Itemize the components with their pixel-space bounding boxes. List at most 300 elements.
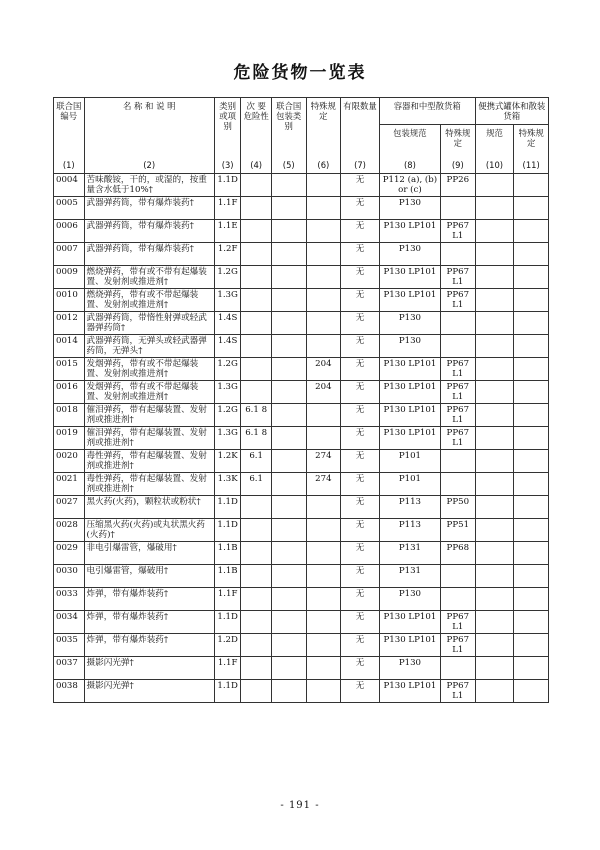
tank-instruction-cell bbox=[475, 657, 514, 680]
class-cell: 1.1D bbox=[214, 680, 240, 703]
tank-provision-cell bbox=[514, 381, 549, 404]
name-cell: 武器弹药筒，带有爆炸装药† bbox=[84, 243, 214, 266]
subsidiary-cell bbox=[241, 657, 272, 680]
name-cell: 燃烧弹药，带有或不带起爆装置、发射剂或推进剂† bbox=[84, 289, 214, 312]
packing-provision-cell: PP67 L1 bbox=[440, 381, 475, 404]
packing-provision-cell bbox=[440, 657, 475, 680]
special-provision-cell bbox=[306, 174, 341, 197]
packing-instruction-cell: P130 bbox=[379, 657, 440, 680]
column-number: (3) bbox=[214, 157, 240, 174]
name-cell: 催泪弹药，带有起爆装置、发射剂或推进剂† bbox=[84, 404, 214, 427]
column-number: (9) bbox=[440, 157, 475, 174]
table-row bbox=[54, 588, 549, 611]
class-cell: 1.2G bbox=[214, 266, 240, 289]
packing-instruction-cell: P101 bbox=[379, 450, 440, 473]
un-number-cell: 0033 bbox=[54, 588, 85, 611]
packing-provision-cell bbox=[440, 473, 475, 496]
tank-instruction-cell bbox=[475, 450, 514, 473]
packing-group-cell bbox=[271, 266, 306, 289]
class-cell: 1.1F bbox=[214, 657, 240, 680]
tank-provision-cell bbox=[514, 542, 549, 565]
class-cell: 1.1F bbox=[214, 197, 240, 220]
special-provision-cell bbox=[306, 496, 341, 519]
name-cell: 非电引爆雷管，爆破用† bbox=[84, 542, 214, 565]
table-row bbox=[54, 657, 549, 680]
tank-provision-cell bbox=[514, 680, 549, 703]
class-cell: 1.1B bbox=[214, 542, 240, 565]
name-cell: 毒性弹药，带有起爆装置、发射剂或推进剂† bbox=[84, 473, 214, 496]
limited-quantity-cell: 无 bbox=[341, 473, 380, 496]
subsidiary-cell bbox=[241, 519, 272, 542]
limited-quantity-cell: 无 bbox=[341, 404, 380, 427]
tank-instruction-cell bbox=[475, 289, 514, 312]
packing-provision-cell: PP51 bbox=[440, 519, 475, 542]
dangerous-goods-table bbox=[53, 97, 549, 703]
table-row bbox=[54, 174, 549, 197]
packing-provision-cell: PP67 L1 bbox=[440, 220, 475, 243]
packing-group-cell bbox=[271, 358, 306, 381]
subsidiary-cell bbox=[241, 197, 272, 220]
un-number-cell: 0010 bbox=[54, 289, 85, 312]
packing-instruction-cell: P131 bbox=[379, 542, 440, 565]
packing-provision-cell bbox=[440, 243, 475, 266]
special-provision-cell: 204 bbox=[306, 381, 341, 404]
special-provision-cell bbox=[306, 542, 341, 565]
column-number: (7) bbox=[341, 157, 380, 174]
un-number-cell: 0009 bbox=[54, 266, 85, 289]
packing-provision-cell: PP26 bbox=[440, 174, 475, 197]
header-subsidiary: 次 要危险性 bbox=[241, 98, 272, 158]
header-pack-prov: 特殊规定 bbox=[440, 125, 475, 158]
subsidiary-cell bbox=[241, 174, 272, 197]
header-special: 特殊规定 bbox=[306, 98, 341, 158]
table-row bbox=[54, 312, 549, 335]
name-cell: 摄影闪光弹† bbox=[84, 680, 214, 703]
limited-quantity-cell: 无 bbox=[341, 289, 380, 312]
un-number-cell: 0020 bbox=[54, 450, 85, 473]
name-cell: 炸弹，带有爆炸装药† bbox=[84, 611, 214, 634]
tank-provision-cell bbox=[514, 404, 549, 427]
un-number-cell: 0021 bbox=[54, 473, 85, 496]
tank-instruction-cell bbox=[475, 220, 514, 243]
limited-quantity-cell: 无 bbox=[341, 565, 380, 588]
class-cell: 1.4S bbox=[214, 312, 240, 335]
tank-instruction-cell bbox=[475, 473, 514, 496]
packing-provision-cell: PP67 L1 bbox=[440, 358, 475, 381]
name-cell: 黑火药(火药)，颗粒状或粉状† bbox=[84, 496, 214, 519]
name-cell: 催泪弹药，带有起爆装置、发射剂或推进剂† bbox=[84, 427, 214, 450]
tank-instruction-cell bbox=[475, 565, 514, 588]
column-number: (8) bbox=[379, 157, 440, 174]
packing-group-cell bbox=[271, 657, 306, 680]
column-number: (10) bbox=[475, 157, 514, 174]
packing-instruction-cell: P130 LP101 bbox=[379, 611, 440, 634]
table-row bbox=[54, 565, 549, 588]
un-number-cell: 0004 bbox=[54, 174, 85, 197]
special-provision-cell bbox=[306, 565, 341, 588]
header-limited: 有限数量 bbox=[341, 98, 380, 158]
limited-quantity-cell: 无 bbox=[341, 634, 380, 657]
class-cell: 1.2K bbox=[214, 450, 240, 473]
special-provision-cell bbox=[306, 680, 341, 703]
packing-instruction-cell: P130 LP101 bbox=[379, 289, 440, 312]
subsidiary-cell bbox=[241, 358, 272, 381]
packing-provision-cell bbox=[440, 335, 475, 358]
class-cell: 1.3G bbox=[214, 381, 240, 404]
special-provision-cell bbox=[306, 243, 341, 266]
packing-provision-cell: PP67 L1 bbox=[440, 611, 475, 634]
table-row bbox=[54, 220, 549, 243]
header-packing-group: 联合国包装类别 bbox=[271, 98, 306, 158]
subsidiary-cell: 6.1 8 bbox=[241, 427, 272, 450]
name-cell: 苦味酸铵，干的，或湿的，按重量含水低于10%† bbox=[84, 174, 214, 197]
name-cell: 炸弹，带有爆炸装药† bbox=[84, 634, 214, 657]
name-cell: 发烟弹药，带有或不带起爆装置、发射剂或推进剂† bbox=[84, 358, 214, 381]
tank-instruction-cell bbox=[475, 519, 514, 542]
packing-instruction-cell: P130 LP101 bbox=[379, 634, 440, 657]
class-cell: 1.1E bbox=[214, 220, 240, 243]
subsidiary-cell bbox=[241, 266, 272, 289]
limited-quantity-cell: 无 bbox=[341, 657, 380, 680]
table-row bbox=[54, 519, 549, 542]
un-number-cell: 0030 bbox=[54, 565, 85, 588]
un-number-cell: 0028 bbox=[54, 519, 85, 542]
packing-instruction-cell: P130 LP101 bbox=[379, 404, 440, 427]
name-cell: 武器弹药筒，带有爆炸装药† bbox=[84, 197, 214, 220]
packing-group-cell bbox=[271, 542, 306, 565]
packing-provision-cell: PP67 L1 bbox=[440, 266, 475, 289]
packing-group-cell bbox=[271, 335, 306, 358]
limited-quantity-cell: 无 bbox=[341, 197, 380, 220]
tank-provision-cell bbox=[514, 266, 549, 289]
name-cell: 压缩黑火药(火药)或丸状黑火药(火药)† bbox=[84, 519, 214, 542]
tank-instruction-cell bbox=[475, 243, 514, 266]
packing-instruction-cell: P112 (a), (b) or (c) bbox=[379, 174, 440, 197]
packing-provision-cell bbox=[440, 197, 475, 220]
packing-provision-cell bbox=[440, 312, 475, 335]
limited-quantity-cell: 无 bbox=[341, 496, 380, 519]
table-row bbox=[54, 266, 549, 289]
packing-instruction-cell: P130 LP101 bbox=[379, 358, 440, 381]
tank-instruction-cell bbox=[475, 542, 514, 565]
header-pack-inst: 包装规范 bbox=[379, 125, 440, 158]
limited-quantity-cell: 无 bbox=[341, 266, 380, 289]
special-provision-cell bbox=[306, 427, 341, 450]
packing-group-cell bbox=[271, 289, 306, 312]
tank-provision-cell bbox=[514, 289, 549, 312]
packing-group-cell bbox=[271, 197, 306, 220]
packing-group-cell bbox=[271, 611, 306, 634]
packing-group-cell bbox=[271, 450, 306, 473]
un-number-cell: 0005 bbox=[54, 197, 85, 220]
limited-quantity-cell: 无 bbox=[341, 542, 380, 565]
subsidiary-cell bbox=[241, 634, 272, 657]
class-cell: 1.3G bbox=[214, 427, 240, 450]
name-cell: 摄影闪光弹† bbox=[84, 657, 214, 680]
un-number-cell: 0016 bbox=[54, 381, 85, 404]
table-row bbox=[54, 634, 549, 657]
packing-instruction-cell: P130 bbox=[379, 335, 440, 358]
special-provision-cell bbox=[306, 220, 341, 243]
limited-quantity-cell: 无 bbox=[341, 174, 380, 197]
limited-quantity-cell: 无 bbox=[341, 335, 380, 358]
limited-quantity-cell: 无 bbox=[341, 680, 380, 703]
packing-instruction-cell: P131 bbox=[379, 565, 440, 588]
packing-instruction-cell: P130 LP101 bbox=[379, 427, 440, 450]
packing-provision-cell bbox=[440, 450, 475, 473]
packing-group-cell bbox=[271, 519, 306, 542]
packing-group-cell bbox=[271, 565, 306, 588]
un-number-cell: 0018 bbox=[54, 404, 85, 427]
packing-group-cell bbox=[271, 243, 306, 266]
limited-quantity-cell: 无 bbox=[341, 312, 380, 335]
subsidiary-cell bbox=[241, 381, 272, 404]
table-row bbox=[54, 243, 549, 266]
packing-instruction-cell: P130 bbox=[379, 588, 440, 611]
tank-provision-cell bbox=[514, 335, 549, 358]
special-provision-cell bbox=[306, 634, 341, 657]
column-number: (1) bbox=[54, 157, 85, 174]
subsidiary-cell bbox=[241, 220, 272, 243]
special-provision-cell bbox=[306, 611, 341, 634]
packing-group-cell bbox=[271, 680, 306, 703]
packing-provision-cell: PP68 bbox=[440, 542, 475, 565]
subsidiary-cell bbox=[241, 565, 272, 588]
special-provision-cell bbox=[306, 312, 341, 335]
tank-instruction-cell bbox=[475, 266, 514, 289]
header-tank-prov: 特殊规定 bbox=[514, 125, 549, 158]
table-row bbox=[54, 381, 549, 404]
packing-provision-cell: PP67 L1 bbox=[440, 289, 475, 312]
packing-provision-cell: PP50 bbox=[440, 496, 475, 519]
subsidiary-cell: 6.1 8 bbox=[241, 404, 272, 427]
name-cell: 武器弹药筒，无弹头或轻武器弹药筒，无弹头† bbox=[84, 335, 214, 358]
table-row bbox=[54, 404, 549, 427]
limited-quantity-cell: 无 bbox=[341, 611, 380, 634]
subsidiary-cell bbox=[241, 588, 272, 611]
limited-quantity-cell: 无 bbox=[341, 220, 380, 243]
tank-instruction-cell bbox=[475, 611, 514, 634]
tank-provision-cell bbox=[514, 174, 549, 197]
class-cell: 1.1D bbox=[214, 496, 240, 519]
un-number-cell: 0037 bbox=[54, 657, 85, 680]
packing-group-cell bbox=[271, 220, 306, 243]
un-number-cell: 0012 bbox=[54, 312, 85, 335]
un-number-cell: 0014 bbox=[54, 335, 85, 358]
packing-group-cell bbox=[271, 381, 306, 404]
tank-provision-cell bbox=[514, 243, 549, 266]
limited-quantity-cell: 无 bbox=[341, 450, 380, 473]
packing-group-cell bbox=[271, 174, 306, 197]
packing-group-cell bbox=[271, 588, 306, 611]
tank-provision-cell bbox=[514, 427, 549, 450]
packing-instruction-cell: P130 LP101 bbox=[379, 220, 440, 243]
tank-provision-cell bbox=[514, 588, 549, 611]
table-row bbox=[54, 289, 549, 312]
tank-provision-cell bbox=[514, 220, 549, 243]
class-cell: 1.1D bbox=[214, 611, 240, 634]
table-row bbox=[54, 611, 549, 634]
name-cell: 武器弹药筒，带惰性射弹或轻武器弹药筒† bbox=[84, 312, 214, 335]
table-row bbox=[54, 358, 549, 381]
special-provision-cell bbox=[306, 404, 341, 427]
subsidiary-cell bbox=[241, 496, 272, 519]
name-cell: 燃烧弹药，带有或不带有起爆装置、发射剂或推进剂† bbox=[84, 266, 214, 289]
tank-instruction-cell bbox=[475, 174, 514, 197]
tank-instruction-cell bbox=[475, 496, 514, 519]
tank-instruction-cell bbox=[475, 404, 514, 427]
packing-group-cell bbox=[271, 312, 306, 335]
tank-instruction-cell bbox=[475, 197, 514, 220]
name-cell: 武器弹药筒，带有爆炸装药† bbox=[84, 220, 214, 243]
tank-provision-cell bbox=[514, 450, 549, 473]
limited-quantity-cell: 无 bbox=[341, 243, 380, 266]
un-number-cell: 0038 bbox=[54, 680, 85, 703]
name-cell: 炸弹，带有爆炸装药† bbox=[84, 588, 214, 611]
packing-instruction-cell: P130 bbox=[379, 197, 440, 220]
special-provision-cell bbox=[306, 289, 341, 312]
tank-provision-cell bbox=[514, 496, 549, 519]
packing-group-cell bbox=[271, 427, 306, 450]
tank-provision-cell bbox=[514, 312, 549, 335]
table-row bbox=[54, 473, 549, 496]
page-title: 危险货物一览表 bbox=[233, 63, 367, 83]
tank-provision-cell bbox=[514, 611, 549, 634]
class-cell: 1.1F bbox=[214, 588, 240, 611]
packing-provision-cell: PP67 L1 bbox=[440, 427, 475, 450]
table-row bbox=[54, 335, 549, 358]
class-cell: 1.1D bbox=[214, 174, 240, 197]
tank-instruction-cell bbox=[475, 588, 514, 611]
column-number: (4) bbox=[241, 157, 272, 174]
packing-instruction-cell: P130 LP101 bbox=[379, 680, 440, 703]
header-tank-inst: 规范 bbox=[475, 125, 514, 158]
name-cell: 发烟弹药，带有或不带起爆装置、发射剂或推进剂† bbox=[84, 381, 214, 404]
subsidiary-cell bbox=[241, 680, 272, 703]
special-provision-cell: 274 bbox=[306, 473, 341, 496]
tank-instruction-cell bbox=[475, 335, 514, 358]
packing-instruction-cell: P130 LP101 bbox=[379, 381, 440, 404]
class-cell: 1.2G bbox=[214, 358, 240, 381]
table-row bbox=[54, 427, 549, 450]
class-cell: 1.1B bbox=[214, 565, 240, 588]
special-provision-cell bbox=[306, 266, 341, 289]
limited-quantity-cell: 无 bbox=[341, 588, 380, 611]
tank-instruction-cell bbox=[475, 312, 514, 335]
table-row bbox=[54, 680, 549, 703]
packing-provision-cell: PP67 L1 bbox=[440, 680, 475, 703]
packing-instruction-cell: P130 LP101 bbox=[379, 266, 440, 289]
page-number: - 191 - bbox=[280, 800, 320, 811]
subsidiary-cell: 6.1 bbox=[241, 473, 272, 496]
tank-instruction-cell bbox=[475, 427, 514, 450]
subsidiary-cell bbox=[241, 335, 272, 358]
subsidiary-cell bbox=[241, 243, 272, 266]
limited-quantity-cell: 无 bbox=[341, 381, 380, 404]
subsidiary-cell bbox=[241, 611, 272, 634]
tank-provision-cell bbox=[514, 519, 549, 542]
table-row bbox=[54, 496, 549, 519]
header-name: 名 称 和 说 明 bbox=[84, 98, 214, 158]
subsidiary-cell: 6.1 bbox=[241, 450, 272, 473]
class-cell: 1.1D bbox=[214, 519, 240, 542]
un-number-cell: 0035 bbox=[54, 634, 85, 657]
packing-provision-cell: PP67 L1 bbox=[440, 634, 475, 657]
tank-provision-cell bbox=[514, 473, 549, 496]
packing-instruction-cell: P113 bbox=[379, 519, 440, 542]
packing-group-cell bbox=[271, 404, 306, 427]
column-number: (6) bbox=[306, 157, 341, 174]
un-number-cell: 0015 bbox=[54, 358, 85, 381]
class-cell: 1.4S bbox=[214, 335, 240, 358]
tank-instruction-cell bbox=[475, 680, 514, 703]
class-cell: 1.3G bbox=[214, 289, 240, 312]
special-provision-cell bbox=[306, 197, 341, 220]
special-provision-cell bbox=[306, 657, 341, 680]
packing-instruction-cell: P130 bbox=[379, 312, 440, 335]
class-cell: 1.2G bbox=[214, 404, 240, 427]
packing-group-cell bbox=[271, 473, 306, 496]
class-cell: 1.2D bbox=[214, 634, 240, 657]
name-cell: 毒性弹药，带有起爆装置、发射剂或推进剂† bbox=[84, 450, 214, 473]
class-cell: 1.2F bbox=[214, 243, 240, 266]
limited-quantity-cell: 无 bbox=[341, 358, 380, 381]
column-number: (2) bbox=[84, 157, 214, 174]
special-provision-cell: 274 bbox=[306, 450, 341, 473]
subsidiary-cell bbox=[241, 289, 272, 312]
packing-instruction-cell: P101 bbox=[379, 473, 440, 496]
tank-instruction-cell bbox=[475, 634, 514, 657]
subsidiary-cell bbox=[241, 312, 272, 335]
packing-group-cell bbox=[271, 496, 306, 519]
column-number: (11) bbox=[514, 157, 549, 174]
table-row bbox=[54, 450, 549, 473]
tank-provision-cell bbox=[514, 657, 549, 680]
table-row bbox=[54, 542, 549, 565]
tank-instruction-cell bbox=[475, 381, 514, 404]
packing-provision-cell: PP67 L1 bbox=[440, 404, 475, 427]
limited-quantity-cell: 无 bbox=[341, 519, 380, 542]
special-provision-cell bbox=[306, 335, 341, 358]
header-containers: 容器和中型散货箱 bbox=[379, 98, 475, 125]
tank-provision-cell bbox=[514, 565, 549, 588]
special-provision-cell bbox=[306, 519, 341, 542]
un-number-cell: 0029 bbox=[54, 542, 85, 565]
un-number-cell: 0007 bbox=[54, 243, 85, 266]
header-class: 类别或项别 bbox=[214, 98, 240, 158]
tank-provision-cell bbox=[514, 634, 549, 657]
tank-provision-cell bbox=[514, 197, 549, 220]
packing-instruction-cell: P130 bbox=[379, 243, 440, 266]
header-tanks: 便携式罐体和散装货箱 bbox=[475, 98, 548, 125]
tank-instruction-cell bbox=[475, 358, 514, 381]
packing-group-cell bbox=[271, 634, 306, 657]
special-provision-cell bbox=[306, 588, 341, 611]
packing-provision-cell bbox=[440, 588, 475, 611]
packing-provision-cell bbox=[440, 565, 475, 588]
header-un-no: 联合国编号 bbox=[54, 98, 85, 158]
packing-instruction-cell: P113 bbox=[379, 496, 440, 519]
un-number-cell: 0006 bbox=[54, 220, 85, 243]
un-number-cell: 0019 bbox=[54, 427, 85, 450]
un-number-cell: 0034 bbox=[54, 611, 85, 634]
tank-provision-cell bbox=[514, 358, 549, 381]
un-number-cell: 0027 bbox=[54, 496, 85, 519]
class-cell: 1.3K bbox=[214, 473, 240, 496]
limited-quantity-cell: 无 bbox=[341, 427, 380, 450]
column-number: (5) bbox=[271, 157, 306, 174]
table-row bbox=[54, 197, 549, 220]
